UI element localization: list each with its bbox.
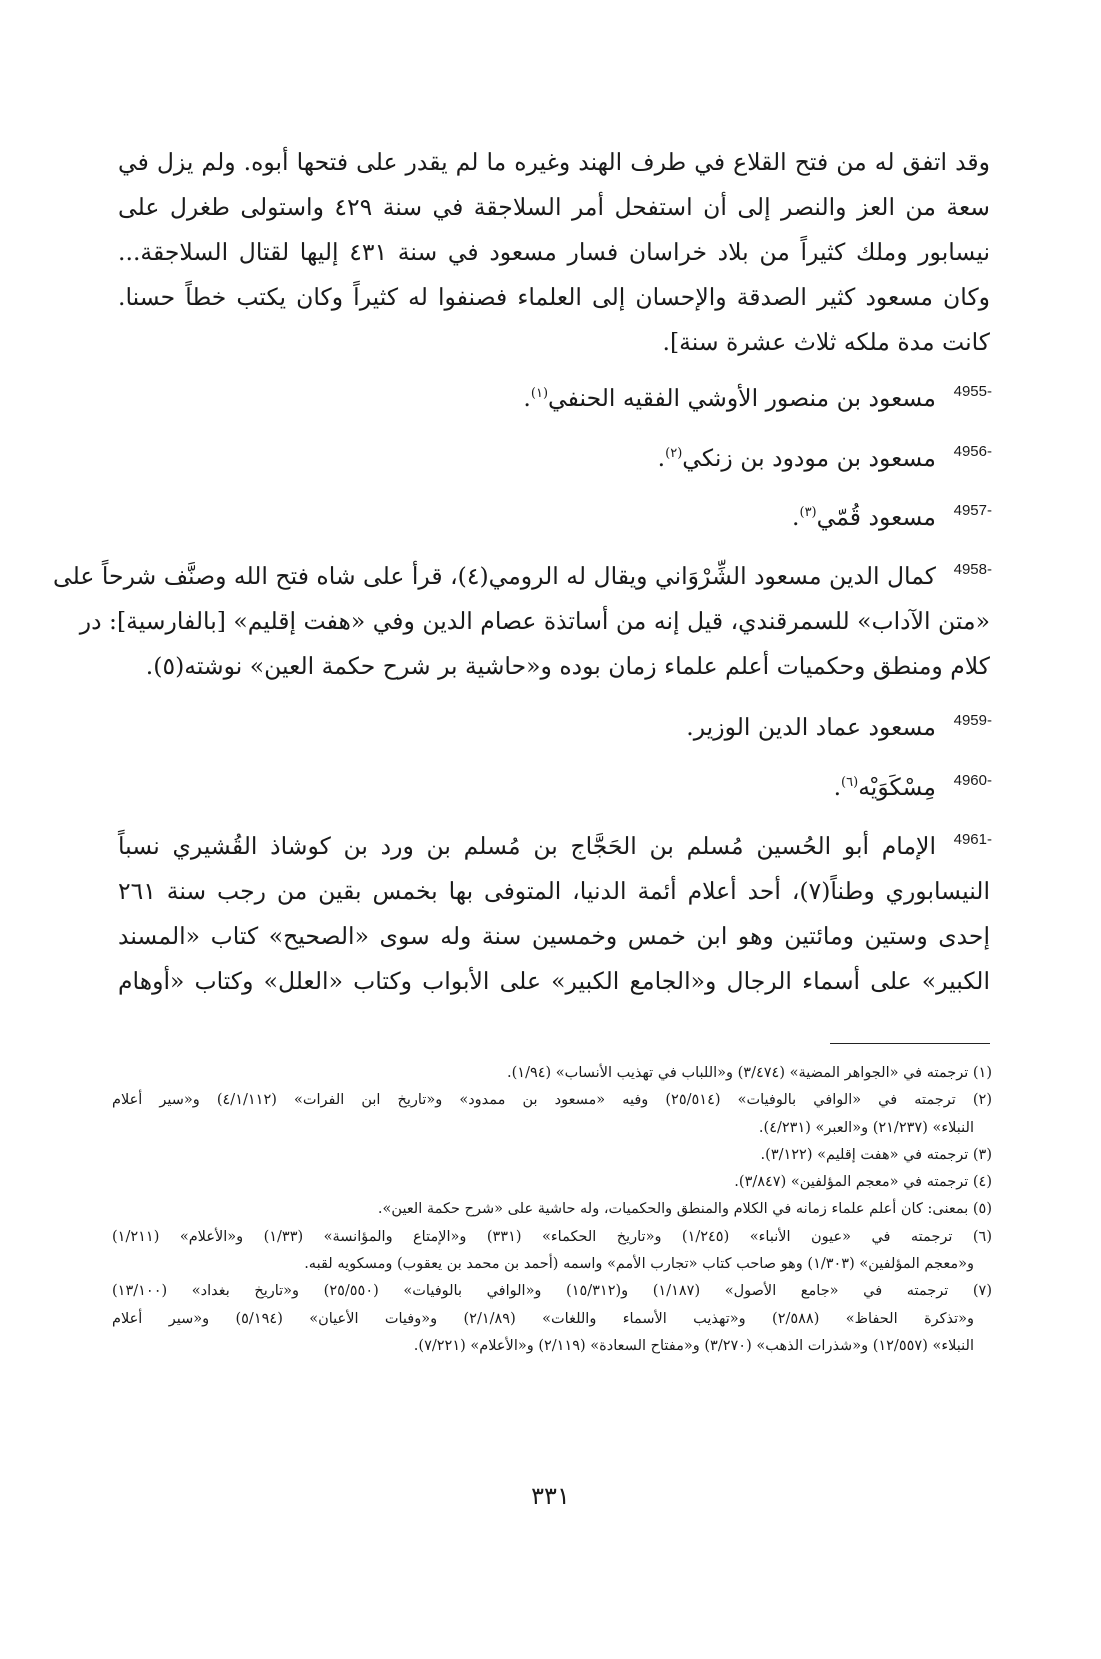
entry-number: 4959- — [953, 712, 992, 729]
entry-4958 — [53, 554, 992, 689]
footnote-ref: (٣) — [799, 505, 817, 521]
footnote-line: (٦) ترجمته في «عيون الأنباء» (١/٢٤٥) و«تاريخ الحكماء» (٣٣١) و«الإمتاع والمؤانسة» (١/٣٣) و«الأعلام» (١/٢١١) — [112, 1228, 993, 1245]
page-number: ٣٣١ — [531, 1482, 570, 1510]
footnote-ref: (١) — [530, 386, 549, 402]
entry-line: الكبير» على أسماء الرجال و«الجامع الكبير» على الأبواب وكتاب «العلل» وكتاب «أوهام — [118, 967, 990, 995]
entry-4959 — [118, 705, 990, 750]
entry-text: مسعود بن مودود بن زنكي — [682, 444, 936, 472]
continuation-paragraph — [118, 140, 990, 365]
entry-text: مِسْكَوَيْه — [858, 773, 936, 801]
entry-4957 — [118, 495, 990, 540]
entry-end: . — [792, 503, 800, 531]
entry-text-line — [118, 495, 990, 540]
entry-line: «متن الآداب» للسمرقندي، قيل إنه من أساتذة عصام الدين وفي «هفت إقليم» [بالفارسية]: در — [79, 607, 990, 635]
entry-4956 — [118, 436, 990, 481]
paragraph-line: وقد اتفق له من فتح القلاع في طرف الهند وغيره ما لم يقدر على فتحها أبوه. ولم يزل في — [118, 148, 990, 176]
footnote-line: (٧) ترجمته في «جامع الأصول» (١/١٨٧) و(١٥/٣١٢) و«الوافي بالوفيات» (٢٥/٥٥٠) و«تاريخ بغداد» (١٣/١٠٠) — [112, 1283, 992, 1300]
entry-4961 — [118, 824, 990, 1004]
entry-line: كلام ومنطق وحكميات أعلم علماء زمان بوده و«حاشية بر شرح حكمة العين» نوشته(٥). — [145, 652, 990, 680]
entry-line: كمال الدين مسعود الشِّرْوَاني ويقال له الرومي(٤)، قرأ على شاه فتح الله وصنَّف شرحاً على — [53, 562, 936, 590]
entry-text: مسعود قُمّي — [816, 503, 936, 531]
footnote-line: النبلاء» (١٢/٥٥٧) و«شذرات الذهب» (٣/٢٧٠) و«مفتاح السعادة» (٢/١١٩) و«الأعلام» (٧/٢٢١). — [413, 1337, 974, 1354]
entry-line: الإمام أبو الحُسين مُسلم بن الحَجَّاج بن مُسلم بن ورد بن كوشاذ القُشيري نسباً — [118, 832, 936, 860]
entry-text-line — [118, 436, 990, 481]
entry-text-line — [118, 765, 990, 810]
footnote-line: و«تذكرة الحفاظ» (٢/٥٨٨) و«تهذيب الأسماء واللغات» (٢/١/٨٩) و«وفيات الأعيان» (٥/١٩٤) و«سير أعلام — [112, 1310, 975, 1327]
entry-number: 4955- — [953, 383, 992, 400]
footnote-line: (٣) ترجمته في «هفت إقليم» (٣/١٢٢). — [760, 1146, 992, 1163]
entry-number: 4958- — [953, 561, 992, 578]
paragraph-line: وكان مسعود كثير الصدقة والإحسان إلى العلماء فصنفوا له كثيراً وكان يكتب خطاً حسنا. — [118, 283, 990, 311]
footnote-line: (١) ترجمته في «الجواهر المضية» (٣/٤٧٤) و«اللباب في تهذيب الأنساب» (١/٩٤). — [507, 1065, 992, 1081]
footnote-line: النبلاء» (٢١/٢٣٧) و«العبر» (٤/٢٣١). — [758, 1119, 974, 1136]
entry-number: 4957- — [953, 502, 992, 519]
entry-line: النيسابوري وطناً(٧)، أحد أعلام أئمة الدنيا، المتوفى بها بخمس بقين من رجب سنة ٢٦١ — [118, 877, 990, 905]
footnote-line: (٤) ترجمته في «معجم المؤلفين» (٣/٨٤٧). — [734, 1174, 992, 1191]
entry-line: إحدى وستين ومائتين وهو ابن خمس وخمسين سنة وله سوى «الصحيح» كتاب «المسند — [118, 922, 990, 950]
footnote-ref: (٢) — [665, 446, 683, 462]
entry-text-line — [118, 376, 990, 421]
footnote-line: (٥) بمعنى: كان أعلم علماء زمانه في الكلام والمنطق والحكميات، وله حاشية على «شرح حكمة العين». — [377, 1201, 992, 1218]
entry-text-line — [118, 705, 990, 750]
entry-end: . — [833, 773, 842, 801]
paragraph-line: سعة من العز والنصر إلى أن استفحل أمر السلاجقة في سنة ٤٢٩ واستولى طغرل على — [118, 193, 990, 221]
entry-number: 4956- — [953, 443, 992, 460]
footnotes — [112, 1060, 992, 1360]
entry-number: 4960- — [953, 772, 992, 789]
entry-end: . — [686, 713, 694, 741]
entry-4955 — [118, 376, 990, 421]
entry-end: . — [523, 384, 531, 412]
entry-number: 4961- — [953, 831, 992, 848]
footnote-line: (٢) ترجمته في «الوافي بالوفيات» (٢٥/٥١٤) وفيه «مسعود بن ممدود» و«تاريخ ابن الفرات» (٤/١/١١٢) و«سير أعلام — [112, 1092, 992, 1109]
entry-4960 — [118, 765, 990, 810]
footnote-line: و«معجم المؤلفين» (١/٣٠٣) وهو صاحب كتاب «تجارب الأمم» واسمه (أحمد بن محمد بن يعقوب) ومسكويه لقبه. — [304, 1256, 974, 1273]
paragraph-line: كانت مدة ملكه ثلاث عشرة سنة]. — [662, 328, 990, 356]
entry-end: . — [657, 444, 666, 472]
paragraph-line: نيسابور وملك كثيراً من بلاد خراسان فسار مسعود في سنة ٤٣١ إليها لقتال السلاجقة... — [118, 238, 990, 266]
footnote-ref: (٦) — [841, 775, 859, 791]
footnote-separator — [830, 1043, 990, 1044]
entry-text: مسعود عماد الدين الوزير — [693, 713, 936, 741]
entry-text: مسعود بن منصور الأوشي الفقيه الحنفي — [548, 384, 936, 412]
